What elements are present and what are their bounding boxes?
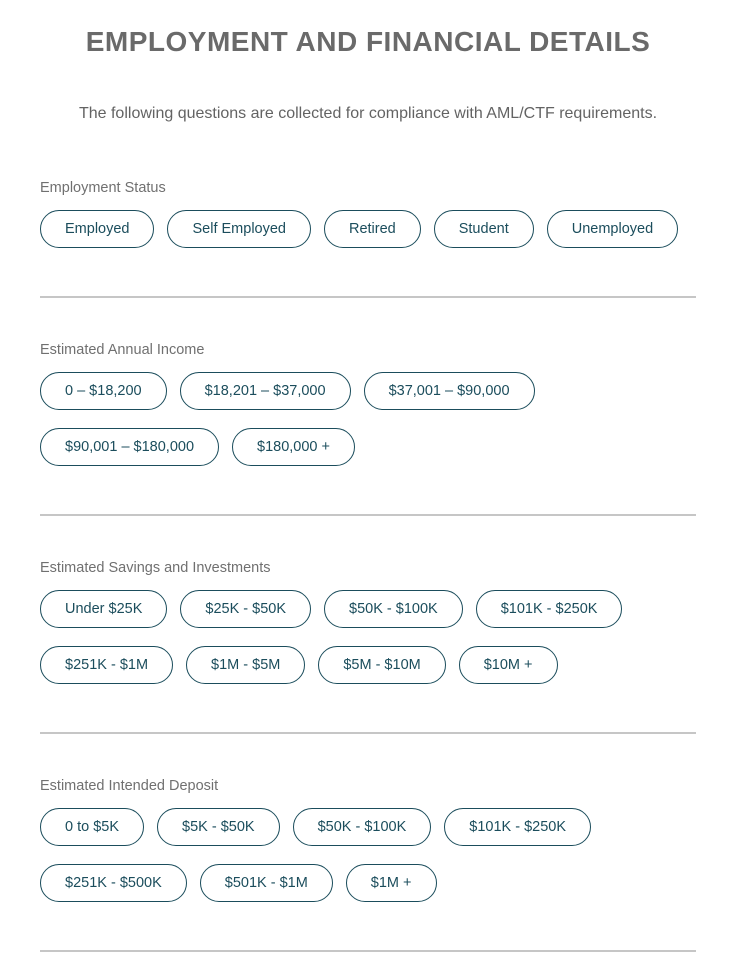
section-intended-deposit [40, 778, 696, 902]
option-pill[interactable]: $50K - $100K [293, 808, 432, 846]
section-label: Estimated Intended Deposit [40, 778, 219, 794]
section-divider [40, 296, 696, 298]
option-pill[interactable]: Unemployed [547, 210, 678, 248]
section-divider [40, 514, 696, 516]
form-content [0, 180, 736, 952]
section-label: Estimated Savings and Investments [40, 560, 271, 576]
option-pill[interactable]: $5M - $10M [318, 646, 445, 684]
section-savings-investments [40, 560, 696, 684]
option-list-savings-investments [40, 590, 696, 684]
option-pill[interactable]: $10M + [459, 646, 558, 684]
section-annual-income [40, 342, 696, 466]
option-pill[interactable]: $1M + [346, 864, 437, 902]
option-pill[interactable]: $5K - $50K [157, 808, 280, 846]
option-list-intended-deposit [40, 808, 696, 902]
option-pill[interactable]: Student [434, 210, 534, 248]
option-pill[interactable]: $251K - $1M [40, 646, 173, 684]
section-employment-status [40, 180, 696, 248]
section-label: Estimated Annual Income [40, 342, 205, 358]
page-title: EMPLOYMENT AND FINANCIAL DETAILS [85, 26, 651, 57]
option-pill[interactable]: $251K - $500K [40, 864, 187, 902]
option-pill[interactable]: 0 – $18,200 [40, 372, 167, 410]
section-label: Employment Status [40, 180, 166, 196]
option-pill[interactable]: Self Employed [167, 210, 311, 248]
option-list-annual-income [40, 372, 696, 466]
option-list-employment-status [40, 210, 696, 248]
option-pill[interactable]: $50K - $100K [324, 590, 463, 628]
option-pill[interactable]: $1M - $5M [186, 646, 305, 684]
option-pill[interactable]: Employed [40, 210, 154, 248]
section-divider [40, 950, 696, 952]
page-subtitle: The following questions are collected for compliance with AML/CTF requirements. [78, 105, 658, 122]
option-pill[interactable]: $25K - $50K [180, 590, 311, 628]
option-pill[interactable]: $501K - $1M [200, 864, 333, 902]
option-pill[interactable]: $37,001 – $90,000 [364, 372, 535, 410]
section-divider [40, 732, 696, 734]
option-pill[interactable]: $18,201 – $37,000 [180, 372, 351, 410]
option-pill[interactable]: $101K - $250K [444, 808, 591, 846]
option-pill[interactable]: 0 to $5K [40, 808, 144, 846]
option-pill[interactable]: $180,000 + [232, 428, 355, 466]
option-pill[interactable]: $101K - $250K [476, 590, 623, 628]
option-pill[interactable]: Under $25K [40, 590, 167, 628]
option-pill[interactable]: Retired [324, 210, 421, 248]
option-pill[interactable]: $90,001 – $180,000 [40, 428, 219, 466]
